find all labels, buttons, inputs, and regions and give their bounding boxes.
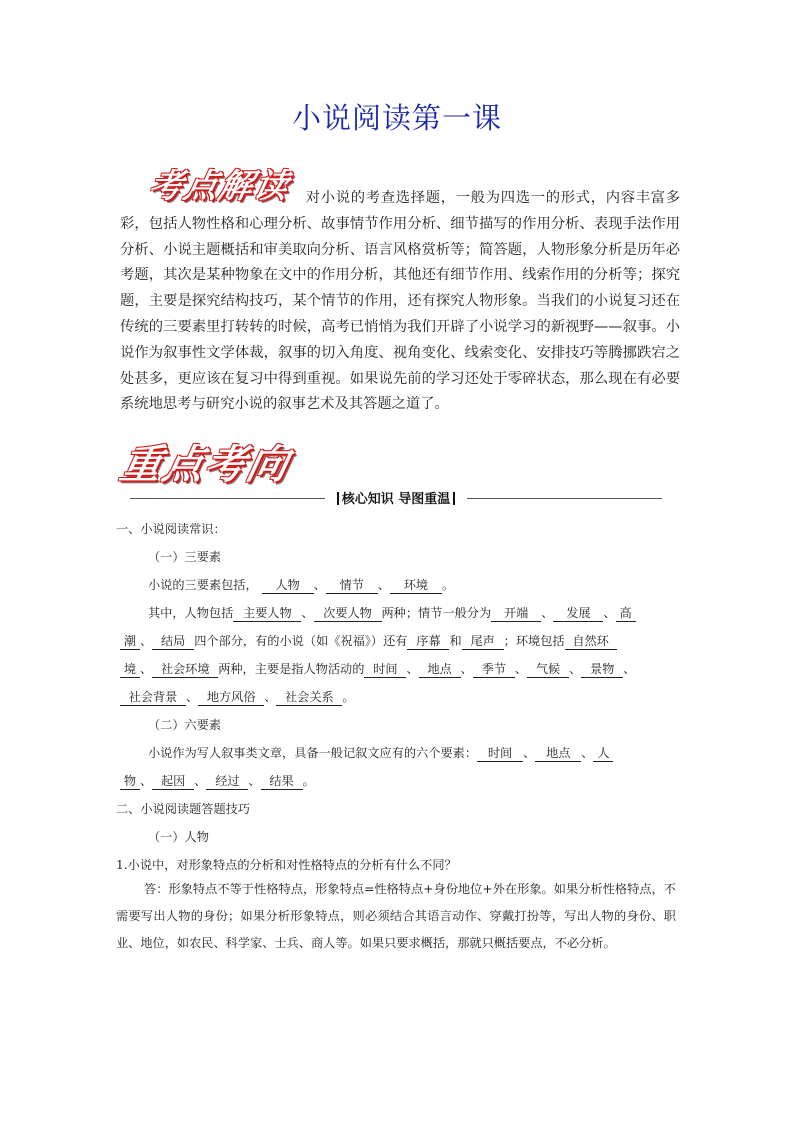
question-1: 1.小说中，对形象特点的分析和对性格特点的分析有什么不同？ bbox=[116, 858, 457, 872]
blank-answer: 气候 bbox=[527, 661, 569, 678]
subheading-six-elements: （二）六要素 bbox=[148, 718, 222, 732]
subheading-character: （一）人物 bbox=[148, 830, 209, 844]
six-elements-line-2: 物 、 起因 、 经过 、 结果 。 bbox=[120, 772, 315, 790]
blank-answer: 尾声 bbox=[462, 633, 504, 650]
key-directions-heading-art: 重点考向 bbox=[116, 441, 295, 488]
page-title: 小说阅读第一课 bbox=[291, 101, 502, 135]
blank-answer: 环境 bbox=[390, 577, 442, 594]
blank-answer: 季节 bbox=[473, 661, 515, 678]
detail-text: 和 bbox=[449, 634, 462, 648]
three-elements-line bbox=[148, 576, 454, 594]
blank-answer: 自然环 bbox=[565, 633, 617, 650]
blank-answer: 主要人物 bbox=[233, 605, 301, 622]
six-elements-line-1: 小说作为写人叙事类文章，具备一般记叙文应有的六个要素： 时间 、 地点 、 人 bbox=[148, 744, 613, 762]
sep: 。 bbox=[441, 578, 455, 592]
exam-points-heading-art: 考点解读 bbox=[145, 166, 294, 205]
blank-answer: 社会环境 bbox=[152, 661, 218, 678]
blank-answer: 社会关系 bbox=[276, 689, 342, 706]
answer-paragraph: 答：形象特点不等于性格特点，形象特点=性格特点+身份地位+外在形象。如果分析性格特点，不需要写出人物的身份；如果分析形象特点，则必须结合其语言动作、穿戴打扮等，写出人物的身份、职业、地位，如农民、科学家、士兵、商人等。如果只要求概括，那就只概括要点，不必分析。 bbox=[116, 882, 676, 950]
blank-answer: 地点 bbox=[535, 745, 581, 762]
blank-answer: 潮 bbox=[120, 633, 140, 650]
detail-text: 四个部分，有的小说（如《祝福》）还有 bbox=[194, 634, 408, 648]
blank-answer: 结果 bbox=[261, 773, 303, 790]
section-heading-1: 一、小说阅读常识： bbox=[116, 522, 226, 536]
blank-answer: 开端 bbox=[491, 605, 541, 622]
blank-answer: 发展 bbox=[553, 605, 603, 622]
detail-line-2: 潮 、 结局 四个部分，有的小说（如《祝福》）还有 序幕 和 尾声 ；环境包括 自然环 bbox=[120, 632, 617, 650]
six-elements-lead: 小说作为写人叙事类文章，具备一般记叙文应有的六个要素： bbox=[148, 746, 478, 760]
detail-text: ；环境包括 bbox=[503, 634, 565, 648]
blank-answer: 景物 bbox=[581, 661, 623, 678]
blank-answer: 境 bbox=[120, 661, 140, 678]
blank-answer: 次要人物 bbox=[314, 605, 382, 622]
three-elements-lead: 小说的三要素包括， bbox=[148, 578, 258, 592]
detail-line-3: 境 、 社会环境 两种，主要是指人物活动的 时间 、 地点 、 季节 、 气候 、 景物 、 bbox=[120, 660, 635, 678]
divider-line-left bbox=[130, 498, 325, 499]
detail-text: 两种；情节一般分为 bbox=[381, 606, 492, 620]
detail-line-1: 其中，人物包括 主要人物 、 次要人物 两种；情节一般分为 开端 、 发展 、 高 bbox=[148, 604, 636, 622]
blank-answer: 时间 bbox=[364, 661, 406, 678]
sep: 、 bbox=[313, 578, 326, 592]
blank-answer: 人 bbox=[593, 745, 613, 762]
blank-answer: 物 bbox=[120, 773, 140, 790]
detail-text: 两种，主要是指人物活动的 bbox=[218, 662, 365, 676]
blank-answer: 起因 bbox=[152, 773, 194, 790]
blank-answer: 人物 bbox=[262, 577, 314, 594]
detail-line-4: 社会背景 、 地方风俗 、 社会关系 。 bbox=[120, 688, 355, 706]
subheading-three-elements: （一）三要素 bbox=[148, 550, 222, 564]
section-heading-2: 二、小说阅读题答题技巧 bbox=[116, 802, 251, 816]
blank-answer: 时间 bbox=[477, 745, 523, 762]
blank-answer: 经过 bbox=[206, 773, 248, 790]
intro-paragraph bbox=[120, 186, 680, 418]
divider-label-wrap bbox=[325, 488, 467, 507]
detail-text: 其中，人物包括 bbox=[148, 606, 234, 620]
blank-answer: 地点 bbox=[419, 661, 461, 678]
blank-answer: 情节 bbox=[326, 577, 378, 594]
section-divider bbox=[130, 488, 662, 508]
blank-answer: 地方风俗 bbox=[198, 689, 264, 706]
sep: 、 bbox=[377, 578, 390, 592]
divider-label: 核心知识 导图重温 bbox=[341, 492, 451, 507]
divider-line-right bbox=[467, 498, 662, 499]
intro-text: 对小说的考查选择题，一般为四选一的形式，内容丰富多彩，包括人物性格和心理分析、故事情节作用分析、细节描写的作用分析、表现手法作用分析、小说主题概括和审美取向分析、语言风格赏析等；简答题，人物形象分析是历年必考题，其次是某种物象在文中的作用分析，其他还有细节作用、线索作用的分析等；探究题，主要是探究结构技巧，某个情节的作用，还有探究人物形象。当我们的小说复习还在传统的三要素里打转转的时候，高考已悄悄为我们开辟了小说学习的新视野——叙事。小说作为叙事性文学体裁，叙事的切入角度、视角变化、线索变化、安排技巧等腾挪跌宕之处甚多，更应该在复习中得到重视。如果说先前的学习还处于零碎状态，那么现在有必要系统地思考与研究小说的叙事艺术及其答题之道了。 bbox=[120, 190, 680, 413]
blank-answer: 结局 bbox=[152, 633, 194, 650]
blank-answer: 社会背景 bbox=[120, 689, 186, 706]
blank-answer: 序幕 bbox=[407, 633, 449, 650]
blank-answer: 高 bbox=[616, 605, 636, 622]
